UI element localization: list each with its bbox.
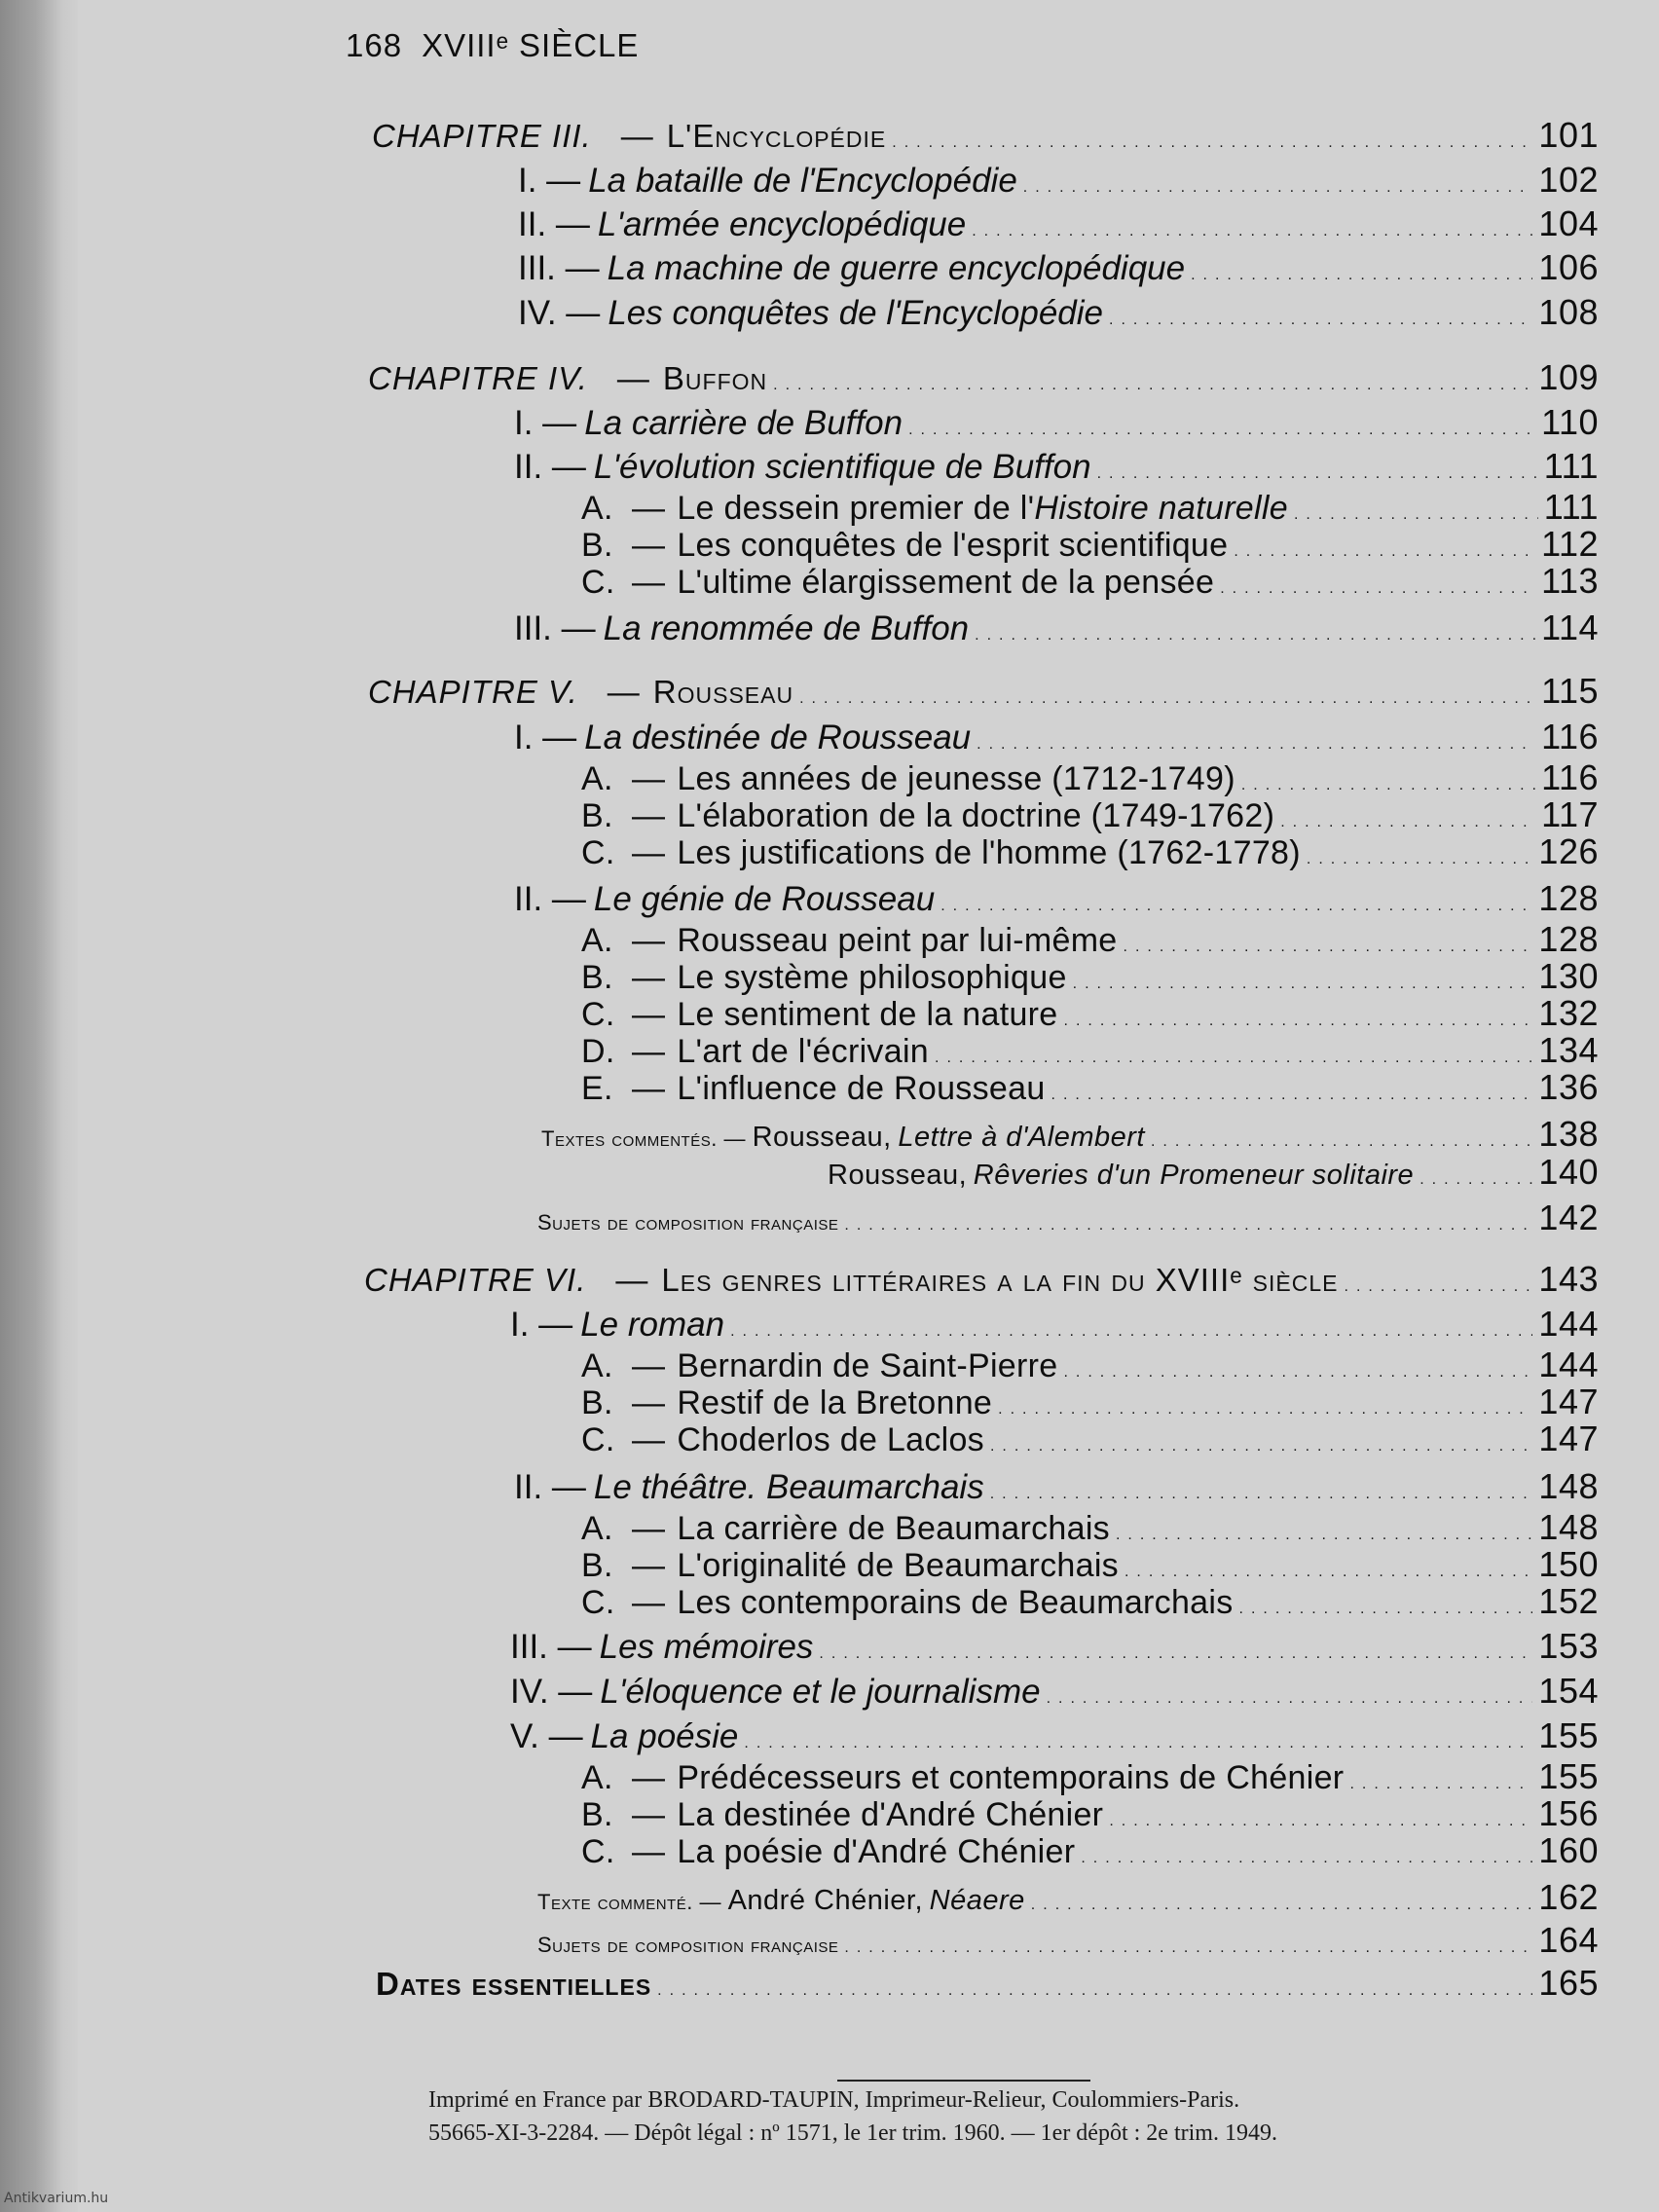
toc-subsection[interactable]: C. — L'ultime élargissement de la pensée ..... 113 xyxy=(581,561,1599,600)
leader-dots xyxy=(657,1982,1532,2000)
toc-subsection[interactable]: C. — Choderlos de Laclos ..... 147 xyxy=(581,1419,1599,1457)
leader-dots xyxy=(975,627,1535,645)
leader-dots xyxy=(940,898,1532,915)
leader-dots xyxy=(1031,1897,1533,1914)
toc-subsection[interactable]: B. — L'originalité de Beaumarchais ..... 150 xyxy=(581,1544,1599,1583)
leader-dots xyxy=(1023,179,1533,197)
toc-chapter-6[interactable]: CHAPITRE VI. — Les genres littéraires a la fin du XVIIIᵉ siècle ..... 143 xyxy=(364,1259,1599,1298)
leader-dots xyxy=(972,223,1532,240)
toc-dates-essentielles[interactable]: Dates essentielles ..... 165 xyxy=(376,1963,1599,2002)
toc-section[interactable]: II. — Le génie de Rousseau ..... 128 xyxy=(514,878,1599,917)
toc-page: 101 xyxy=(1538,115,1599,155)
leader-dots xyxy=(892,134,1532,152)
leader-dots xyxy=(773,377,1532,394)
leader-dots xyxy=(1109,312,1532,329)
toc-section[interactable]: I. — La bataille de l'Encyclopédie ..... 102 xyxy=(518,160,1599,199)
toc-composition-subjects[interactable]: Sujets de composition française ..... 142 xyxy=(537,1198,1599,1236)
toc-subsection[interactable]: A. — La carrière de Beaumarchais ..... 148 xyxy=(581,1507,1599,1546)
leader-dots xyxy=(1124,1564,1532,1581)
toc-subsection[interactable]: C. — La poésie d'André Chénier ..... 160 xyxy=(581,1830,1599,1869)
toc-commented-texts[interactable]: Rousseau, Rêveries d'un Promeneur solitaire ..... 140 xyxy=(828,1152,1599,1191)
leader-dots xyxy=(1349,1776,1532,1793)
leader-dots xyxy=(730,1323,1532,1341)
toc-subsection[interactable]: C. — Les justifications de l'homme (1762-1778) ..... 126 xyxy=(581,831,1599,870)
watermark: Antikvarium.hu xyxy=(4,2191,109,2206)
imprint-line-2: 55665-XI-3-2284. — Dépôt légal : nº 1571, le 1er trim. 1960. — 1er dépôt : 2e trim. 1949. xyxy=(428,2120,1277,2146)
page-number: 168 xyxy=(346,27,403,63)
toc-chapter-4[interactable]: CHAPITRE IV. — Buffon ..... 109 xyxy=(368,357,1599,396)
leader-dots xyxy=(1294,506,1538,524)
toc-subsection[interactable]: B. — L'élaboration de la doctrine (1749-1762) ..... 117 xyxy=(581,794,1599,833)
toc-subsection[interactable]: A. — Rousseau peint par lui-même ..... 128 xyxy=(581,919,1599,958)
toc-subsection[interactable]: B. — Les conquêtes de l'esprit scientifique ..... 112 xyxy=(581,524,1599,563)
leader-dots xyxy=(1047,1690,1533,1708)
leader-dots xyxy=(819,1645,1532,1663)
toc-section[interactable]: III. — Les mémoires ..... 153 xyxy=(510,1626,1599,1665)
toc-composition-subjects[interactable]: Sujets de composition française ..... 164 xyxy=(537,1920,1599,1959)
leader-dots xyxy=(1063,1364,1532,1382)
leader-dots xyxy=(1124,939,1533,956)
toc-subsection[interactable]: C. — Les contemporains de Beaumarchais ..... 152 xyxy=(581,1581,1599,1620)
running-head xyxy=(346,27,639,64)
toc-subsection[interactable]: A. — Bernardin de Saint-Pierre ..... 144 xyxy=(581,1345,1599,1383)
leader-dots xyxy=(1051,1087,1533,1104)
leader-dots xyxy=(844,1939,1532,1957)
leader-dots xyxy=(935,1050,1532,1067)
toc-subsection[interactable]: D. — L'art de l'écrivain ..... 134 xyxy=(581,1030,1599,1069)
toc-section[interactable]: II. — Le théâtre. Beaumarchais ..... 148 xyxy=(514,1466,1599,1505)
toc-chapter-3[interactable]: CHAPITRE III. — L'Encyclopédie ..... 101 xyxy=(372,115,1599,154)
imprint-line-1: Imprimé en France par BRODARD-TAUPIN, Imprimeur-Relieur, Coulommiers-Paris. xyxy=(428,2087,1240,2113)
toc-subsection[interactable]: B. — La destinée d'André Chénier ..... 156 xyxy=(581,1793,1599,1832)
leader-dots xyxy=(799,690,1535,708)
toc-commented-texts[interactable]: Textes commentés. — Rousseau, Lettre à d'Alembert ..... 138 xyxy=(541,1114,1599,1153)
leader-dots xyxy=(990,1438,1532,1456)
toc-section[interactable]: I. — La destinée de Rousseau ..... 116 xyxy=(514,717,1599,756)
toc-subsection[interactable]: B. — Le système philosophique ..... 130 xyxy=(581,956,1599,995)
toc-subsection[interactable]: E. — L'influence de Rousseau ..... 136 xyxy=(581,1067,1599,1106)
toc-subsection[interactable]: C. — Le sentiment de la nature ..... 132 xyxy=(581,993,1599,1032)
leader-dots xyxy=(1191,267,1532,284)
toc-section[interactable]: I. — La carrière de Buffon ..... 110 xyxy=(514,402,1599,441)
toc-subsection[interactable]: A. — Les années de jeunesse (1712-1749) ..... 116 xyxy=(581,757,1599,796)
leader-dots xyxy=(977,736,1535,754)
imprint xyxy=(428,2083,1519,2150)
toc-subsection[interactable]: B. — Restif de la Bretonne ..... 147 xyxy=(581,1382,1599,1420)
toc-section[interactable]: III. — La renommée de Buffon ..... 114 xyxy=(514,608,1599,646)
toc-subsection[interactable]: A. — Le dessein premier de l'Histoire naturelle ..... 111 xyxy=(581,487,1599,526)
toc-section[interactable]: III. — La machine de guerre encyclopédique ..... 106 xyxy=(518,247,1599,286)
leader-dots xyxy=(1151,1133,1532,1151)
leader-dots xyxy=(1241,777,1535,794)
toc-section[interactable]: V. — La poésie ..... 155 xyxy=(510,1715,1599,1754)
leader-dots xyxy=(1234,543,1535,561)
leader-dots xyxy=(1064,1013,1533,1030)
toc-subsection[interactable]: A. — Prédécesseurs et contemporains de Chénier ..... 155 xyxy=(581,1756,1599,1795)
book-gutter xyxy=(0,0,78,2212)
imprint-rule xyxy=(837,2080,1090,2082)
leader-dots xyxy=(908,422,1535,439)
toc-section[interactable]: II. — L'armée encyclopédique ..... 104 xyxy=(518,203,1599,242)
leader-dots xyxy=(1280,814,1535,831)
leader-dots xyxy=(1073,976,1533,993)
leader-dots xyxy=(1345,1278,1533,1296)
leader-dots xyxy=(1097,465,1538,483)
leader-dots xyxy=(990,1486,1533,1503)
toc-chapter-5[interactable]: CHAPITRE V. — Rousseau ..... 115 xyxy=(368,671,1599,710)
leader-dots xyxy=(1116,1527,1532,1544)
leader-dots xyxy=(744,1735,1532,1752)
leader-dots xyxy=(1109,1813,1532,1830)
toc-section[interactable]: IV. — L'éloquence et le journalisme ..... 154 xyxy=(510,1671,1599,1710)
running-title: XVIIIᵉ SIÈCLE xyxy=(422,27,640,63)
leader-dots xyxy=(1081,1850,1532,1867)
toc-section[interactable]: I. — Le roman ..... 144 xyxy=(510,1304,1599,1343)
toc-section[interactable]: II. — L'évolution scientifique de Buffon ..... 111 xyxy=(514,446,1599,485)
leader-dots xyxy=(1419,1171,1532,1189)
leader-dots xyxy=(1307,851,1533,868)
toc-commented-text[interactable]: Texte commenté. — André Chénier, Néaere ..... 162 xyxy=(537,1877,1599,1916)
leader-dots xyxy=(998,1401,1532,1419)
toc-section[interactable]: IV. — Les conquêtes de l'Encyclopédie ..... 108 xyxy=(518,292,1599,331)
leader-dots xyxy=(844,1217,1532,1235)
leader-dots xyxy=(1239,1601,1533,1618)
leader-dots xyxy=(1220,580,1535,598)
